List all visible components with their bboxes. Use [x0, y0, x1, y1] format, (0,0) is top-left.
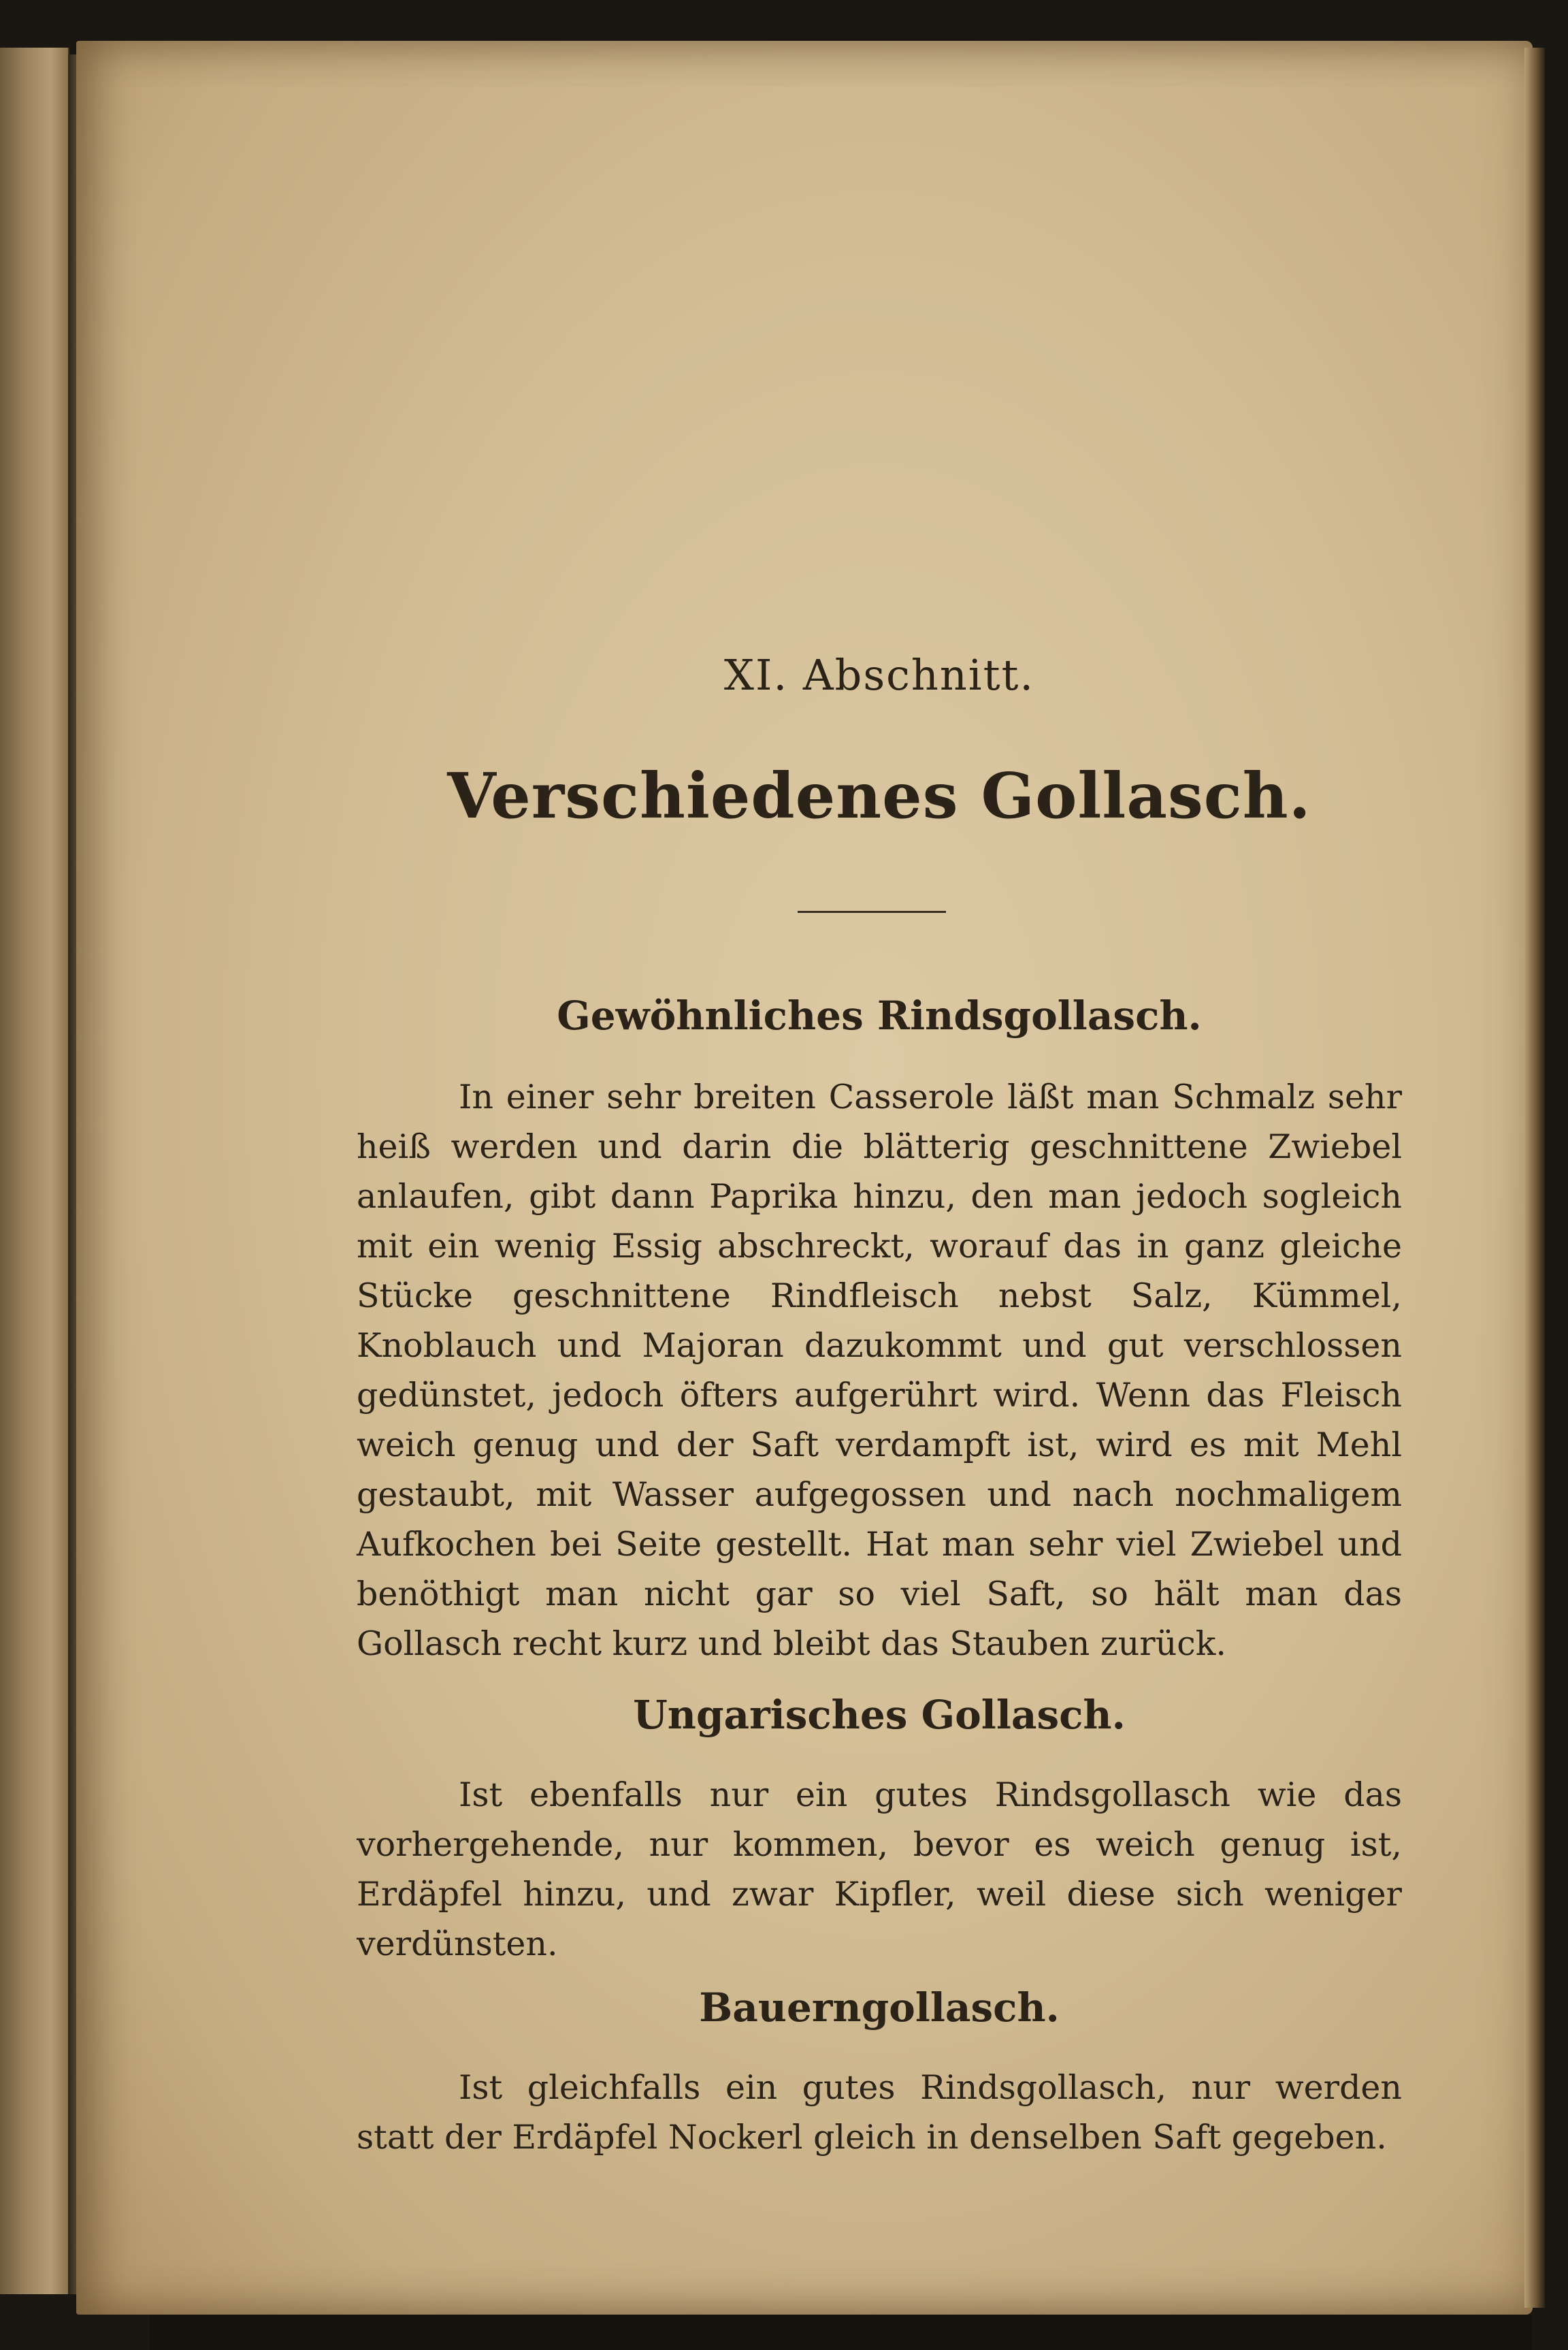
title-divider: [798, 911, 946, 913]
recipe-text: Ist ebenfalls nur ein gutes Rindsgollasch wie das vorhergehende, nur kommen, bevor es weich genug ist, Erdäpfel hinzu, und zwar Kipfler, weil diese sich weniger verdünsten.: [357, 1775, 1402, 1963]
recipe-text: In einer sehr breiten Casserole läßt man Schmalz sehr heiß werden und darin die blätterig geschnittene Zwiebel anlaufen, gibt dann Paprika hinzu, den man jedoch sogleich mit ein wenig Essig abschreckt, worauf das in ganz gleiche Stücke geschnittene Rindfleisch nebst Salz, Kümmel, Knoblauch und Majoran dazukommt und gut verschlossen gedünstet, jedoch öfters aufgerührt wird. Wenn das Fleisch weich genug und der Saft verdampft ist, wird es mit Mehl gestaubt, mit Wasser aufgegossen und nach nochmaligem Aufkochen bei Seite gestellt. Hat man sehr viel Zwiebel und benöthigt man nicht gar so viel Saft, so hält man das Gollasch recht kurz und bleibt das Stauben zurück.: [357, 1078, 1402, 1663]
recipe-heading: Gewöhnliches Rindsgollasch.: [557, 993, 1202, 1039]
recipe-heading: Bauerngollasch.: [699, 1984, 1060, 2031]
page-right-edge: [1524, 48, 1545, 2308]
section-number: XI. Abschnitt.: [723, 650, 1035, 700]
previous-page-edge: [0, 48, 69, 2294]
recipe-heading: Ungarisches Gollasch.: [633, 1692, 1126, 1738]
recipe-text: Ist gleichfalls ein gutes Rindsgollasch, nur werden statt der Erdäpfel Nockerl gleich in denselben Saft gegeben.: [357, 2068, 1402, 2157]
book-page: [76, 41, 1533, 2315]
chapter-title: Verschiedenes Gollasch.: [447, 759, 1311, 833]
scan-bottom-border: [150, 2315, 1531, 2350]
